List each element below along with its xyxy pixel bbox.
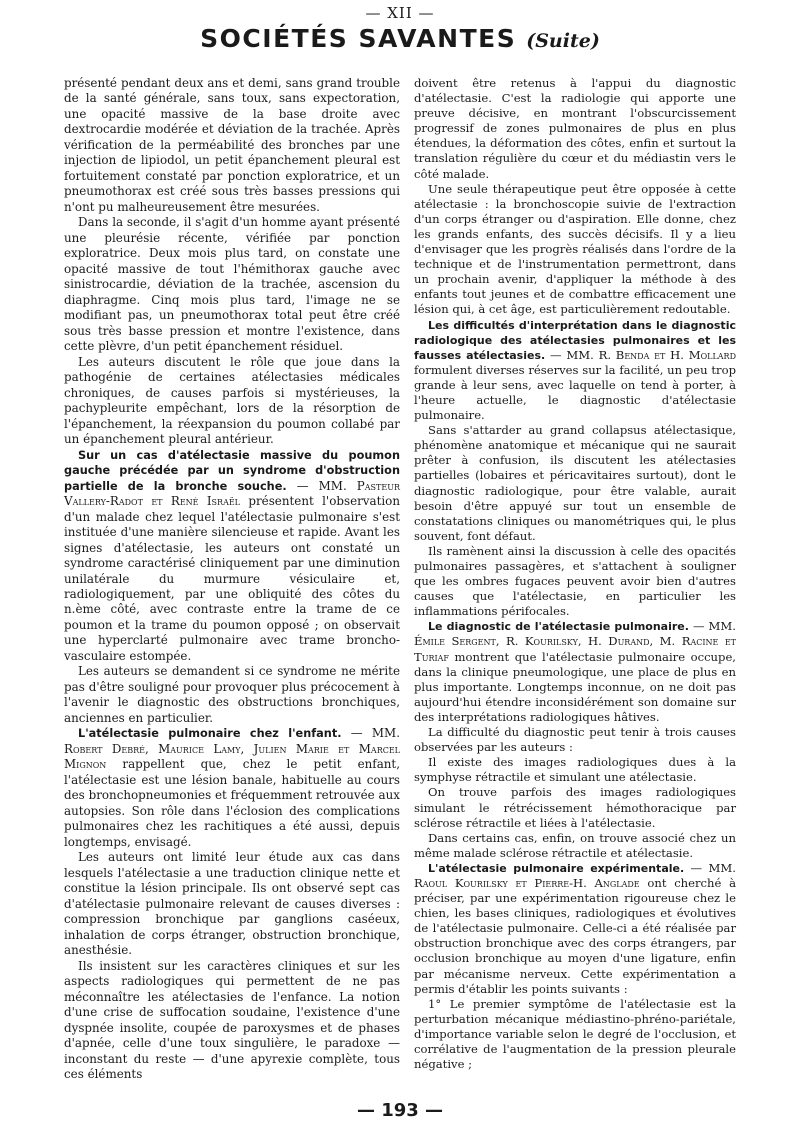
section-header bbox=[0, 24, 800, 53]
authors-prefix: — MM. bbox=[341, 726, 400, 741]
paragraph: On trouve parfois des images radiologiques simulant le rétrécissement hémothoracique par sclérose rétractile et liées à l'atélectasie. bbox=[414, 785, 736, 830]
paragraph: Il existe des images radiologiques dues à la symphyse rétractile et simulant une atélectasie. bbox=[414, 755, 736, 785]
article-title: Sur un cas d'atélectasie massive du poumon gauche précédée par un syndrome d'obstruction partielle de la bronche souche. bbox=[64, 448, 400, 493]
paragraph: doivent être retenus à l'appui du diagnostic d'atélectasie. C'est la radiologie qui apporte une preuve décisive, en montrant l'obscurcissement progressif de zones pulmonaires de plus en plus étendues, la déformation des côtes, enfin et surtout la translation régulière du cœur et du médiastin vers le côté malade. bbox=[414, 76, 736, 181]
paragraph: Sans s'attarder au grand collapsus atélectasique, phénomène anatomique et mécanique qui ne saurait prêter à confusion, ils discutent les atélectasies partielles (lobaires et péricavitaires surtout), dont le diagnostic radiologique, pour être valable, aurait besoin d'être appuyé sur tout un ensemble de constatations cliniques ou manométriques qui, le plus souvent, font défaut. bbox=[414, 423, 736, 543]
article-text: formulent diverses réserves sur la facilité, un peu trop grande à leur sens, avec laquelle on tend à porter, à l'heure actuelle, le diagnostic d'atélectasie pulmonaire. bbox=[414, 362, 736, 423]
paragraph: Les auteurs ont limité leur étude aux cas dans lesquels l'atélectasie a une traduction clinique nette et constitue la lésion principale. Ils ont observé sept cas d'atélectasie pulmonaire relevant de causes diverses : compression bronchique par ganglions caséeux, inhalation de corps étranger, obstruction bronchique, anesthésie. bbox=[64, 850, 400, 958]
paragraph: Les auteurs se demandent si ce syndrome ne mérite pas d'être souligné pour provoquer plus précocement à l'avenir le diagnostic des obstructions bronchiques, anciennes en particulier. bbox=[64, 664, 400, 725]
article-title: Les difficultés d'interprétation dans le diagnostic radiologique des atélectasies pulmonaires et les fausses atélectasies. bbox=[414, 318, 736, 362]
paragraph: Une seule thérapeutique peut être opposée à cette atélectasie : la bronchoscopie suivie de l'extraction d'un corps étranger ou d'aspiration. Elle donne, chez les grands enfants, des succès décisifs. Il y a lieu d'envisager que les progrès réalisés dans l'ordre de la technique et de l'instrumentation permettront, dans un prochain avenir, d'appliquer la méthode à des enfants tout jeunes et de combattre efficacement une lésion qui, à cet âge, est particulièrement redoutable. bbox=[414, 181, 736, 317]
authors-prefix: — MM. bbox=[286, 478, 357, 493]
article-entry bbox=[64, 726, 400, 850]
article-authors: Pasteur Vallery-Radot et René Israël bbox=[64, 478, 400, 509]
paragraph: 1° Le premier symptôme de l'atélectasie est la perturbation mécanique médiastino-phréno-pariétale, d'importance variable selon le degré de l'occlusion, et corrélative de l'augmentation de la pression pleurale négative ; bbox=[414, 996, 736, 1072]
header-subtitle: (Suite) bbox=[526, 30, 600, 52]
article-text: présentent l'observation d'un malade chez lequel l'atélectasie pulmonaire s'est instituée d'une manière silencieuse et rapide. Avant les signes d'atélectasie, les auteurs ont constaté un syndrome caractérisé cliniquement par une diminution unilatérale du murmure vésiculaire et, radiologiquement, par une obliquité des côtes du n.ème côté, avec contraste entre la trame de ce poumon et la trame du poumon opposé ; on observait une hyperclarté pulmonaire avec trame broncho-vasculaire estompée. bbox=[64, 494, 400, 663]
paragraph: Les auteurs discutent le rôle que joue dans la pathogénie de certaines atélectasies médicales chroniques, de causes parfois si mystérieuses, la pachypleurite empêchant, lors de la résorption de l'épanchement, la réexpansion du poumon collabé par un épanchement pleural antérieur. bbox=[64, 354, 400, 447]
right-column bbox=[414, 76, 736, 1072]
article-authors: R. Benda et H. Mollard bbox=[598, 347, 736, 362]
article-authors: Raoul Kourilsky et Pierre-H. Anglade bbox=[414, 875, 640, 890]
header-title: SOCIÉTÉS SAVANTES bbox=[200, 24, 517, 53]
article-authors: Émile Sergent, R. Kourilsky, H. Durand, M. Racine et Turiaf bbox=[414, 634, 736, 664]
authors-prefix: — MM. bbox=[688, 619, 736, 634]
authors-prefix: — MM. bbox=[545, 347, 599, 362]
article-entry bbox=[414, 861, 736, 997]
paragraph: Ils ramènent ainsi la discussion à celle des opacités pulmonaires passagères, et s'attachent à souligner que les ombres fugaces peuvent avoir bien d'autres causes que l'atélectasie, en particulier les inflammations périfocales. bbox=[414, 543, 736, 619]
paragraph: Dans la seconde, il s'agit d'un homme ayant présenté une pleurésie récente, vérifiée par ponction exploratrice. Deux mois plus tard, on constate une opacité massive de tout l'hémithorax gauche avec sinistrocardie, déviation de la trachée, ascension du diaphragme. Cinq mois plus tard, l'image ne se modifiant pas, un pneumothorax total peut être créé sous très basse pression et montre l'existence, dans cette plèvre, d'un petit épanchement résiduel. bbox=[64, 215, 400, 354]
article-entry bbox=[414, 318, 736, 424]
article-title: L'atélectasie pulmonaire chez l'enfant. bbox=[78, 727, 342, 741]
article-text: montrent que l'atélectasie pulmonaire occupe, dans la clinique pneumologique, une place de plus en plus importante. Longtemps inconnue, on ne doit pas aujourd'hui étendre inconsidérément son domaine sur des interprétations radiologiques hâtives. bbox=[414, 649, 736, 724]
article-title: L'atélectasie pulmonaire expérimentale. bbox=[428, 861, 685, 875]
article-title: Le diagnostic de l'atélectasie pulmonaire. bbox=[428, 620, 689, 634]
paragraph: La difficulté du diagnostic peut tenir à trois causes observées par les auteurs : bbox=[414, 725, 736, 755]
page-marker: — XII — bbox=[365, 4, 435, 22]
article-entry bbox=[64, 448, 400, 665]
article-entry bbox=[414, 619, 736, 725]
authors-prefix: — MM. bbox=[684, 860, 736, 875]
page-number: — 193 — bbox=[356, 1100, 444, 1121]
paragraph: Ils insistent sur les caractères cliniques et sur les aspects radiologiques qui permettent de ne pas méconnaître les atélectasies de l'enfance. La notion d'une crise de suffocation soudaine, l'existence d'une dyspnée insolite, coupée de paroxysmes et de phases d'apnée, celle d'une toux singulière, le paradoxe — inconstant du reste — d'une apyrexie complète, tous ces éléments bbox=[64, 958, 400, 1081]
paragraph: présenté pendant deux ans et demi, sans grand trouble de la santé générale, sans toux, sans expectoration, une opacité massive de la base droite avec dextrocardie modérée et déviation de la trachée. Après vérification de la perméabilité des bronches par une injection de lipiodol, un petit épanchement pleural est fortuitement constaté par ponction exploratrice, et un pneumothorax est créé sous très basses pressions qui n'ont pu malheureusement être mesurées. bbox=[64, 76, 400, 214]
article-authors: Robert Debré, Maurice Lamy, Julien Marie et Marcel Mignon bbox=[64, 741, 400, 772]
article-text: ont cherché à préciser, par une expérimentation rigoureuse chez le chien, les bases cliniques, radiologiques et évolutives de l'atélectasie pulmonaire. Celle-ci a été réalisée par obstruction bronchique avec des corps étrangers, par occlusion bronchique au moyen d'une ligature, enfin par mécanisme nerveux. Cette expérimentation a permis d'établir les points suivants : bbox=[414, 875, 737, 996]
paragraph: Dans certains cas, enfin, on trouve associé chez un même malade sclérose rétractile et atélectasie. bbox=[414, 830, 736, 860]
left-column bbox=[64, 76, 400, 1082]
article-text: rappellent que, chez le petit enfant, l'atélectasie est une lésion banale, habituelle au cours des bronchopneumonies et fréquemment retrouvée aux autopsies. Son rôle dans l'éclosion des complications pulmonaires chez les rachitiques a été aussi, depuis longtemps, envisagé. bbox=[64, 757, 400, 849]
